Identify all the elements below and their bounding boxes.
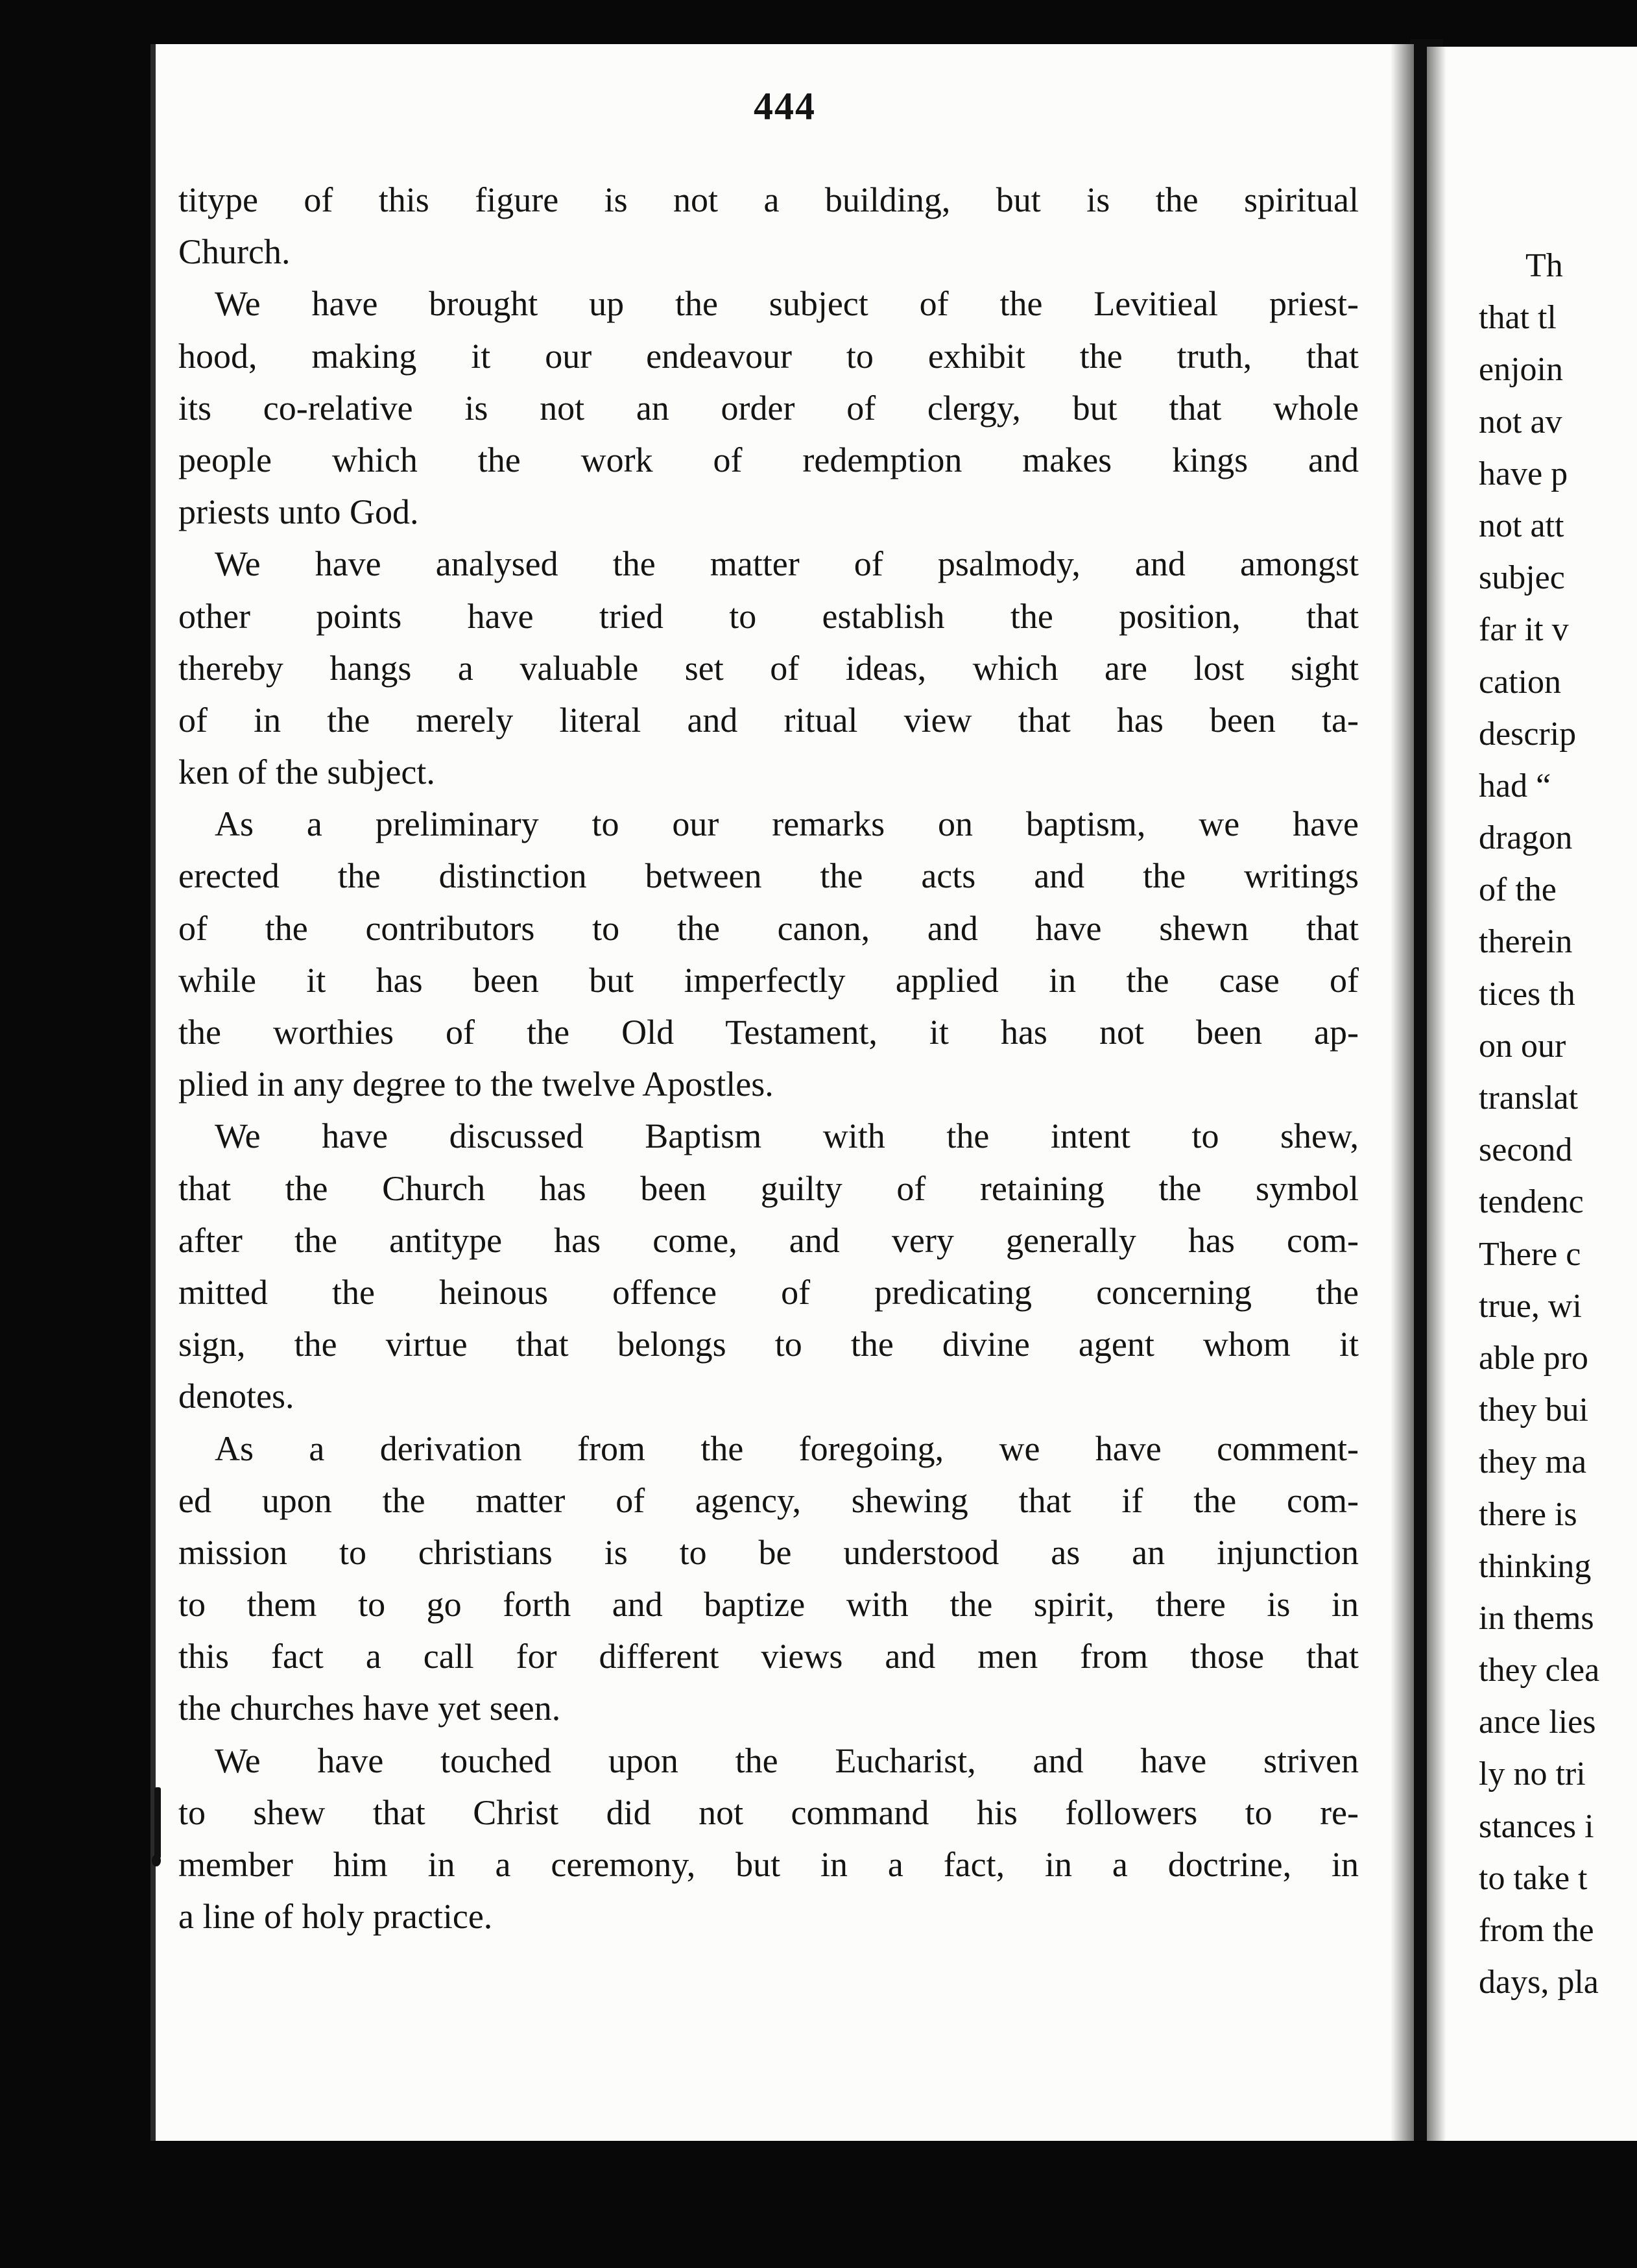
right-text-line: ly no tri [1479, 1755, 1586, 1793]
right-text-line: not av [1479, 403, 1562, 440]
margin-bracket-mark [154, 1787, 161, 1859]
right-text-line: on our [1479, 1027, 1566, 1065]
left-page-text [178, 174, 1359, 1942]
text-line: its co-relative is not an order of clergy, but that whole [178, 388, 1359, 428]
right-text-line: had “ [1479, 767, 1551, 804]
right-text-line: that tl [1479, 299, 1557, 337]
text-line: while it has been but imperfectly applied in the case of [178, 960, 1359, 1000]
right-text-line: days, pla [1479, 1964, 1599, 2001]
right-text-line: they clea [1479, 1652, 1600, 1689]
right-text-line: stances i [1479, 1807, 1594, 1845]
right-text-line: in thems [1479, 1599, 1594, 1637]
text-line: ed upon the matter of agency, shewing that if the com- [178, 1480, 1359, 1520]
right-text-line: tices th [1479, 975, 1575, 1013]
text-line: to shew that Christ did not command his followers to re- [178, 1792, 1359, 1832]
right-page-text [1479, 240, 1637, 2009]
right-text-line: subjec [1479, 559, 1565, 597]
text-line: hood, making it our endeavour to exhibit the truth, that [178, 336, 1359, 376]
right-page [1427, 47, 1637, 2141]
text-line: As a derivation from the foregoing, we have comment- [215, 1429, 1359, 1468]
text-line: a line of holy practice. [178, 1897, 493, 1936]
right-text-line: not att [1479, 507, 1564, 544]
right-text-line: there is [1479, 1495, 1577, 1533]
right-text-line: far it v [1479, 611, 1569, 649]
text-line: people which the work of redemption makes kings and [178, 440, 1359, 479]
text-line: We have discussed Baptism with the intent to shew, [215, 1116, 1359, 1156]
right-text-line: able pro [1479, 1339, 1588, 1377]
text-line: the churches have yet seen. [178, 1689, 561, 1728]
right-text-line: tendenc [1479, 1183, 1584, 1221]
right-text-line: to take t [1479, 1859, 1588, 1897]
right-text-line: thinking [1479, 1547, 1592, 1585]
text-line: denotes. [178, 1377, 294, 1416]
right-text-line: they ma [1479, 1443, 1587, 1481]
right-text-line: of the [1479, 871, 1557, 909]
right-text-line: therein [1479, 923, 1573, 961]
page-number: 444 [754, 85, 816, 128]
right-text-line: enjoin [1479, 351, 1563, 389]
right-text-line: descrip [1479, 715, 1577, 753]
text-line: sign, the virtue that belongs to the divine agent whom it [178, 1325, 1359, 1364]
text-line: We have touched upon the Eucharist, and have striven [215, 1741, 1359, 1780]
right-text-line: Th [1525, 247, 1563, 284]
right-text-line: true, wi [1479, 1287, 1582, 1325]
text-line: to them to go forth and baptize with the spirit, there is in [178, 1585, 1359, 1624]
text-line: mission to christians is to be understood as an injunction [178, 1532, 1359, 1572]
text-line: this fact a call for different views and men from those that [178, 1637, 1359, 1676]
text-line: We have brought up the subject of the Levitieal priest- [215, 284, 1359, 324]
right-text-line: ance lies [1479, 1704, 1596, 1741]
text-line: of the contributors to the canon, and have shewn that [178, 908, 1359, 948]
text-line: thereby hangs a valuable set of ideas, which are lost sight [178, 648, 1359, 688]
text-line: that the Church has been guilty of retaining the symbol [178, 1168, 1359, 1208]
right-text-line: There c [1479, 1235, 1581, 1273]
text-line: Church. [178, 232, 291, 272]
text-line: after the antitype has come, and very generally has com- [178, 1220, 1359, 1260]
right-text-line: have p [1479, 455, 1568, 492]
text-line: erected the distinction between the acts and the writings [178, 856, 1359, 896]
right-text-line: they bui [1479, 1392, 1588, 1429]
text-line: mitted the heinous offence of predicating concerning the [178, 1272, 1359, 1312]
text-line: ken of the subject. [178, 753, 435, 792]
right-text-line: cation [1479, 663, 1562, 701]
text-line: member him in a ceremony, but in a fact, in a doctrine, in [178, 1845, 1359, 1884]
right-text-line: second [1479, 1131, 1573, 1169]
text-line: of in the merely literal and ritual view that has been ta- [178, 700, 1359, 740]
text-line: other points have tried to establish the position, that [178, 596, 1359, 636]
text-line: titype of this figure is not a building, but is the spiritual [178, 180, 1359, 219]
right-text-line: translat [1479, 1080, 1579, 1116]
text-line: As a preliminary to our remarks on baptism, we have [215, 804, 1359, 844]
text-line: plied in any degree to the twelve Apostles. [178, 1065, 774, 1104]
right-text-line: from the [1479, 1912, 1594, 1949]
right-text-line: dragon [1479, 819, 1573, 857]
text-line: priests unto God. [178, 492, 419, 532]
text-line: the worthies of the Old Testament, it has not been ap- [178, 1013, 1359, 1052]
text-line: We have analysed the matter of psalmody, and amongst [215, 544, 1359, 584]
